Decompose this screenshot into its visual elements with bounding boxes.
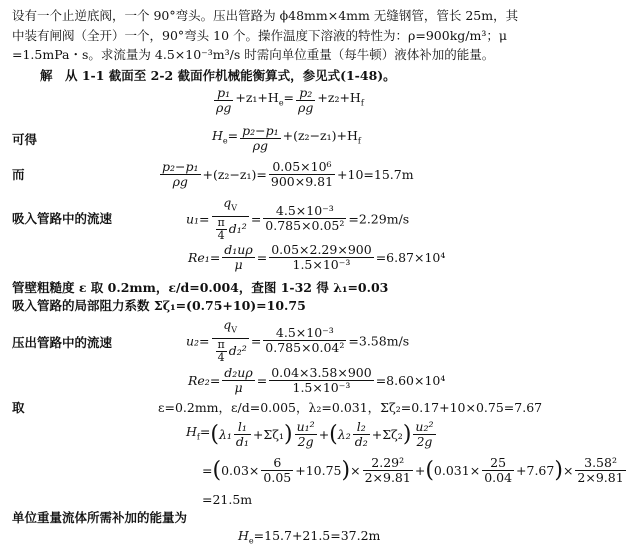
rho-g-2: ρg [298,100,314,115]
plus: + [318,427,330,442]
lambda2: λ₂ [337,427,351,442]
label-final: 单位重量流体所需补加的能量为 [12,510,188,525]
paren-open-3: ( [212,458,222,483]
equation-he [212,124,361,153]
he-label: H [212,128,223,144]
equation-hf-numeric [202,456,628,485]
n2981-2: 2×9.81 [577,470,624,485]
u1: u₁= [186,211,210,227]
u1-num: 4.5×10⁻³ [263,204,346,219]
fraction-dp-num [269,160,335,189]
d1-u-rho: d₁uρ [224,242,253,257]
p2-minus-p1: p₂−p₁ [242,123,279,138]
pi-2: π [217,337,225,351]
d005: 0.05 [263,470,292,485]
mu-2: μ [234,380,243,395]
fraction-p1 [214,86,233,115]
equation-re1 [188,243,445,272]
six: 6 [261,456,293,471]
equation-final [238,528,380,549]
problem-line-2: 中装有闸阀（全开）一个，90°弯头 10 个。操作温度下溶液的特性为：ρ=900kg/m³；μ [12,28,507,43]
fraction-229 [363,456,413,485]
plus-z1-he: +z₁+H [235,90,279,106]
hf-sub-2: f [357,136,361,146]
problem-line-1: 设有一个止逆底阀，一个 90°弯头。压出管路为 ϕ48mm×4mm 无缝钢管，管长 25m，其 [12,8,519,23]
hf-sub: f [360,98,364,108]
qv-sub-2: V [231,325,238,335]
den-dp: 900×9.81 [270,174,334,189]
plus-sum-zeta2: +Σζ₂ [371,427,403,442]
plus-767: +7.67 [516,463,555,478]
d004: 0.04 [484,470,513,485]
plus-z2-hf: +z₂+H [317,90,361,106]
equation-u1 [186,196,409,242]
label-er: 而 [12,167,25,182]
fraction-358 [575,456,625,485]
paren-close-4: ) [554,458,563,483]
he-sub: e [278,98,284,108]
fraction-re1-num [269,243,373,272]
he-sub-2: e [222,136,228,146]
eq-sign-5: = [250,333,262,349]
n2981: 2×9.81 [364,470,411,485]
label-discharge-velocity: 压出管路中的流速 [12,335,113,350]
rho-g-3: ρg [252,138,269,153]
plus-sum-zeta1: +Σζ₁ [252,427,285,442]
two-g: 2g [297,434,314,449]
u2-squared: u₂² [415,419,434,434]
u1-result: =2.29m/s [348,211,410,227]
problem-line-3: =1.5mPa・s。求流量为 4.5×10⁻³m³/s 时需向单位重量（每牛顿）液体补加的能量。 [12,47,495,62]
final-rest: =15.7+21.5=37.2m [253,528,381,543]
paren-open-1: ( [210,422,219,447]
rho-g: ρg [216,100,232,115]
fraction-l2-d2 [353,420,370,449]
fraction-qv-area [212,196,249,242]
eq-sign-6: = [256,373,268,388]
qv: q [223,195,232,210]
paren-close-2: ) [402,422,412,447]
result-he-part: +10=15.7m [337,167,414,182]
re2-num: 0.04×3.58×900 [271,365,372,380]
fraction-6-005 [261,456,293,485]
mu: μ [234,257,243,272]
eq-sign: = [283,90,295,106]
d1-squared: d₁² [228,220,247,236]
re1-den: 1.5×10⁻³ [292,257,351,272]
fraction-p2 [296,86,315,115]
p2: p₂ [299,85,313,100]
paren-open-2: ( [329,422,338,447]
plus-dz: +(z₂−z₁)= [202,167,267,182]
times: × [350,463,361,478]
fraction-dp [240,124,281,153]
lambda1: λ₁ [218,427,232,442]
fraction-u1-num [263,204,346,233]
re2-den: 1.5×10⁻³ [292,380,351,395]
plus-2: + [414,463,426,478]
fraction-u2sq-2g [413,420,435,449]
eq-sign-2: = [227,128,239,144]
fraction-re2-num [269,366,373,395]
p2-minus-p1-2: p₂−p₁ [162,159,199,174]
equation-re2 [188,366,445,395]
paren-close-1: ) [284,422,293,447]
fraction-pi4 [216,217,227,242]
fraction-25-004 [482,456,514,485]
re1-num: 0.05×2.29×900 [271,242,372,257]
he-sub-3: e [248,536,254,546]
rho-g-4: ρg [172,174,188,189]
num-dp: 0.05×10⁶ [269,160,335,175]
solution-intro: 解 从 1-1 截面至 2-2 截面作机械能衡算式，参见式(1-48)。 [40,68,396,83]
plus-1075: +10.75 [295,463,342,478]
re2-result: =8.60×10⁴ [375,373,446,388]
equation-hf [186,420,438,449]
eq-sign-3: = [250,211,262,227]
take-values-line: ε=0.2mm，ε/d=0.005，λ₂=0.031，Σζ₂=0.17+10×0.75=7.67 [158,400,543,415]
l1: l₁ [237,419,247,434]
u2: u₂= [186,333,210,349]
fraction-l1-d1 [234,420,251,449]
line2-a: 0.03× [221,463,260,478]
qv-2: q [223,317,232,332]
plus-dz-hf: +(z₂−z₁)+H [282,128,358,144]
n25: 25 [482,456,514,471]
n229: 2.29² [363,456,413,471]
u1-squared: u₁² [296,419,315,434]
qv-sub: V [231,203,238,213]
u2-num: 4.5×10⁻³ [263,326,346,341]
p1: p₁ [217,85,231,100]
paren-open-4: ( [425,458,434,483]
paren-close-3: ) [341,458,351,483]
hf-lhs: H [186,424,197,440]
times-2: × [562,463,574,478]
four: 4 [217,228,225,242]
n358: 3.58² [575,456,625,471]
eq-sign-4: = [256,250,268,265]
fraction-dp-2 [160,160,201,189]
label-kede: 可得 [12,132,38,147]
d2: d₂ [354,434,368,449]
final-he: H [238,528,249,543]
fraction-u2-num [263,326,346,355]
hf-eq: = [199,424,211,440]
pi: π [217,215,225,229]
equation-u2 [186,318,409,364]
re1-result: =6.87×10⁴ [375,250,446,265]
u2-den: 0.785×0.04² [265,340,345,356]
d1: d₁ [235,434,249,449]
hf-result: =21.5m [202,492,253,507]
two-g-2: 2g [416,434,433,449]
u2-result: =3.58m/s [348,333,410,349]
line2-b: 0.031× [433,463,481,478]
l2: l₂ [356,419,366,434]
four-2: 4 [217,350,225,364]
equation-energy-balance [212,86,364,115]
fraction-u1sq-2g [295,420,317,449]
hf-sub-3: f [196,432,200,442]
local-resistance-line-1: 吸入管路的局部阻力系数 Σζ₁=(0.75+10)=10.75 [12,298,306,313]
hf-eq-2: = [202,463,213,478]
d2-u-rho: d₂uρ [224,365,253,380]
fraction-qv-area-2 [212,318,249,364]
fraction-re1-sym [222,243,254,272]
label-qu: 取 [12,400,25,415]
re1: Re₁= [188,250,221,265]
fraction-re2-sym [222,366,254,395]
roughness-line-1: 管壁粗糙度 ε 取 0.2mm，ε/d=0.004，查图 1-32 得 λ₁=0.03 [12,280,389,295]
d2-squared: d₂² [228,342,247,358]
label-suction-velocity: 吸入管路中的流速 [12,211,113,226]
fraction-pi4-2 [216,339,227,364]
equation-dp-value [158,160,414,189]
u1-den: 0.785×0.05² [265,218,345,234]
re2: Re₂= [188,373,221,388]
